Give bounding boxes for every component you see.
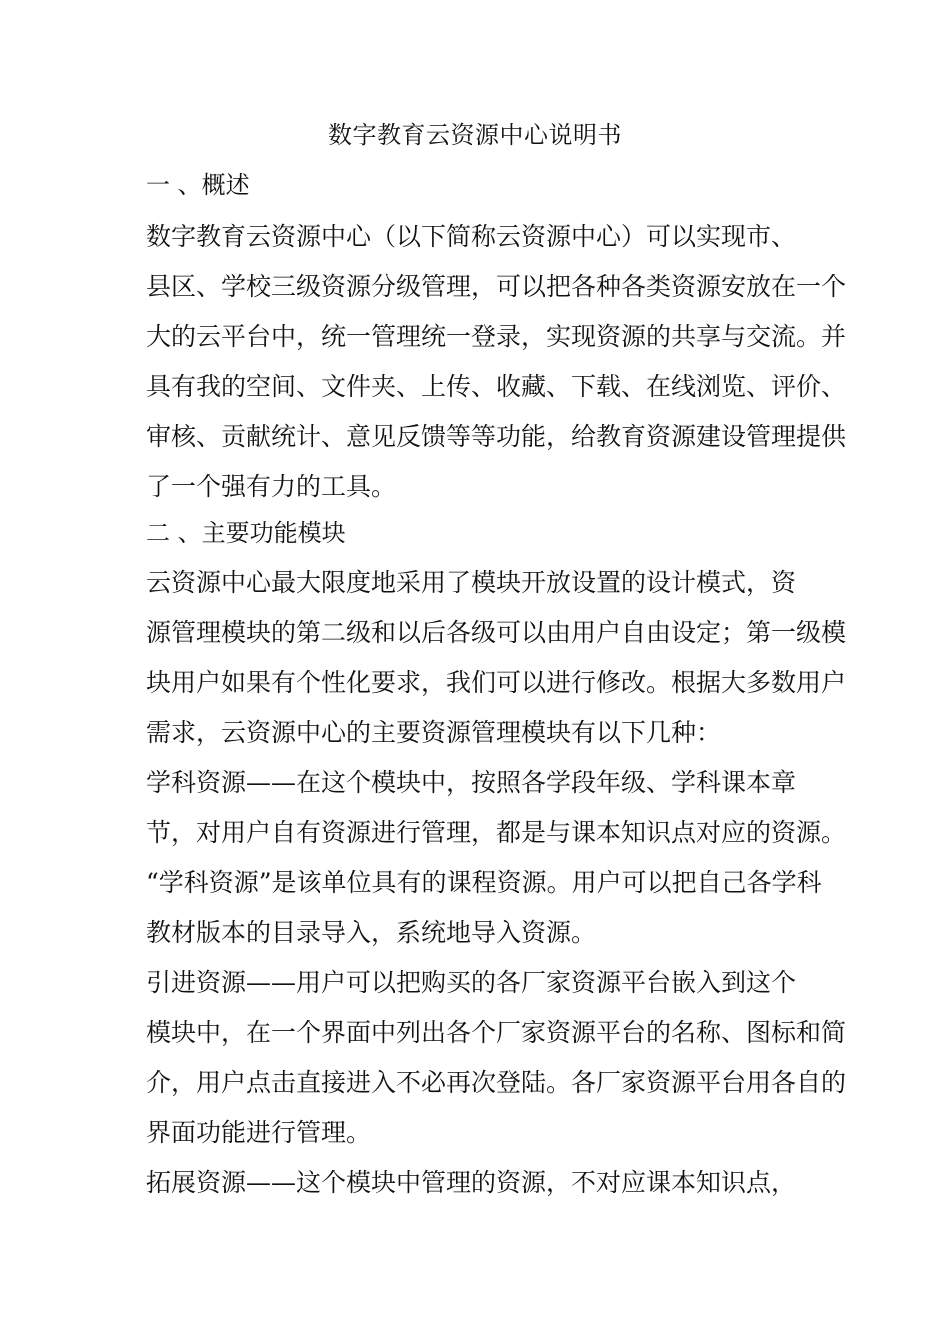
paragraph-line: 块用户如果有个性化要求，我们可以进行修改。根据大多数用户 xyxy=(146,668,847,697)
paragraph-line: 模块中，在一个界面中列出各个厂家资源平台的名称、图标和简 xyxy=(146,1018,847,1047)
paragraph-line: 介，用户点击直接进入不必再次登陆。各厂家资源平台用各自的 xyxy=(146,1068,847,1097)
paragraph-line: 县区、学校三级资源分级管理，可以把各种各类资源安放在一个 xyxy=(146,272,847,301)
paragraph-line: 学科资源——在这个模块中，按照各学段年级、学科课本章 xyxy=(146,768,797,797)
paragraph-line: 拓展资源——这个模块中管理的资源，不对应课本知识点， xyxy=(146,1168,797,1197)
paragraph-line: 引进资源——用户可以把购买的各厂家资源平台嵌入到这个 xyxy=(146,968,797,997)
paragraph-line: 数字教育云资源中心（以下简称云资源中心）可以实现市、 xyxy=(146,222,797,251)
paragraph-line: 教材版本的目录导入，系统地导入资源。 xyxy=(146,918,597,947)
paragraph-line: 审核、贡献统计、意见反馈等等功能，给教育资源建设管理提供 xyxy=(146,422,847,451)
paragraph-line: 大的云平台中，统一管理统一登录，实现资源的共享与交流。并 xyxy=(146,322,847,351)
paragraph-line: 云资源中心最大限度地采用了模块开放设置的设计模式，资 xyxy=(146,568,797,597)
section-heading-overview: 一 、概述 xyxy=(146,171,250,199)
paragraph-line: 界面功能进行管理。 xyxy=(146,1118,372,1147)
paragraph-line: 节，对用户自有资源进行管理，都是与课本知识点对应的资源。 xyxy=(146,818,847,847)
paragraph-line: 需求，云资源中心的主要资源管理模块有以下几种： xyxy=(146,718,722,747)
paragraph-line: 具有我的空间、文件夹、上传、收藏、下载、在线浏览、评价、 xyxy=(146,372,847,401)
paragraph-line: 了一个强有力的工具。 xyxy=(146,472,397,501)
section-heading-modules: 二 、主要功能模块 xyxy=(146,519,346,547)
paragraph-line: 源管理模块的第二级和以后各级可以由用户自由设定；第一级模 xyxy=(146,618,847,647)
paragraph-line: “学科资源”是该单位具有的课程资源。用户可以把自己各学科 xyxy=(146,868,822,897)
document-title: 数字教育云资源中心说明书 xyxy=(328,121,622,149)
